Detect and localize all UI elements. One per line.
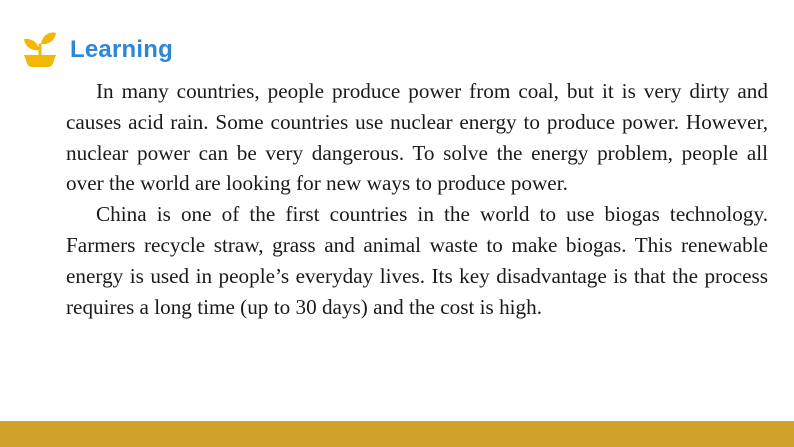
footer-bar [0, 421, 794, 447]
sprout-icon [20, 30, 64, 70]
section-title: Learning [70, 36, 173, 63]
paragraph-2: China is one of the first countries in the world to use biogas technology. Farmers recycle straw, grass and animal waste to make biogas. This renewable energy is used in people’s everyday lives. Its key disadvantage is that the process requires a long time (up to 30 days) and the cost is high. [66, 202, 768, 319]
paragraph-1: In many countries, people produce power from coal, but it is very dirty and causes acid rain. Some countries use nuclear energy to produce power. However, nuclear power can be very dangerous. To solve the energy problem, people all over the world are looking for new ways to produce power. [66, 79, 768, 196]
reading-passage [66, 76, 768, 322]
section-header [20, 30, 173, 70]
